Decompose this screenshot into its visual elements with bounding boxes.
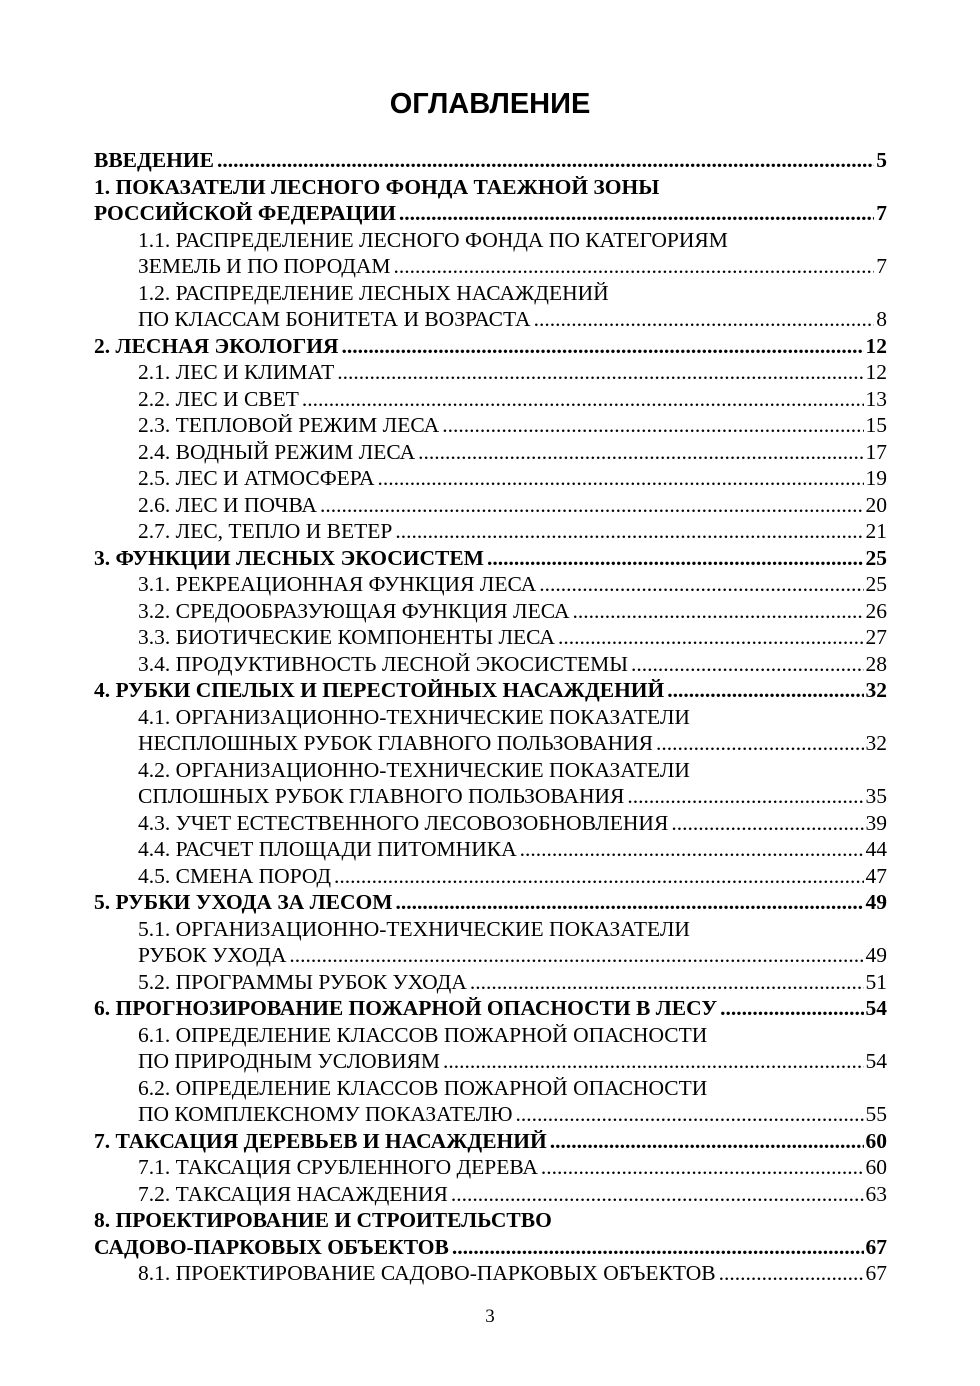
toc-subsection-entry[interactable] [94, 518, 887, 545]
toc-entry-title: 5.1. ОРГАНИЗАЦИОННО-ТЕХНИЧЕСКИЕ ПОКАЗАТЕЛИ [138, 916, 690, 941]
toc-dot-leader [470, 969, 864, 996]
toc-dot-leader [320, 492, 864, 519]
toc-entry-title: 3.3. БИОТИЧЕСКИЕ КОМПОНЕНТЫ ЛЕСА [138, 625, 555, 649]
toc-subsection-entry[interactable] [94, 624, 887, 651]
toc-entry-line [94, 200, 887, 227]
toc-entry-line [94, 174, 887, 201]
toc-entry-line [94, 465, 887, 492]
toc-subsection-entry[interactable] [94, 465, 887, 492]
toc-subsection-entry[interactable] [94, 757, 887, 810]
toc-page-number: 67 [865, 1261, 887, 1285]
toc-entry-title: 2.2. ЛЕС И СВЕТ [138, 386, 299, 411]
toc-entry-title: 2.4. ВОДНЫЙ РЕЖИМ ЛЕСА [138, 439, 416, 464]
toc-entry-line [94, 995, 887, 1022]
toc-entry-title: 6.1. ОПРЕДЕЛЕНИЕ КЛАССОВ ПОЖАРНОЙ ОПАСНОСТИ [138, 1022, 708, 1047]
toc-entry-title: 7.1. ТАКСАЦИЯ СРУБЛЕННОГО ДЕРЕВА [138, 1155, 538, 1179]
toc-entry-line [94, 147, 887, 174]
toc-page-number: 44 [865, 837, 887, 861]
toc-entry-line [94, 783, 887, 810]
toc-dot-leader [396, 889, 864, 916]
toc-entry-line [94, 1181, 887, 1208]
toc-entry-line [94, 439, 887, 466]
toc-dot-leader [487, 545, 864, 572]
toc-entry-line [94, 1234, 887, 1261]
toc-entry-line [94, 306, 887, 333]
toc-entry-title: 2.5. ЛЕС И АТМОСФЕРА [138, 466, 375, 490]
toc-entry-title: ВВЕДЕНИЕ [94, 148, 214, 172]
toc-entry-line [94, 412, 887, 439]
toc-dot-leader [395, 518, 863, 545]
toc-dot-leader [452, 1234, 864, 1261]
toc-subsection-entry[interactable] [94, 1154, 887, 1181]
toc-entry-title: 8. ПРОЕКТИРОВАНИЕ И СТРОИТЕЛЬСТВО [94, 1208, 552, 1232]
toc-page-number: 13 [865, 386, 887, 411]
toc-entry-title: 4.3. УЧЕТ ЕСТЕСТВЕННОГО ЛЕСОВОЗОБНОВЛЕНИЯ [138, 810, 669, 835]
toc-dot-leader [443, 1048, 863, 1075]
toc-subsection-entry[interactable] [94, 439, 887, 466]
toc-section-entry[interactable] [94, 889, 887, 916]
toc-entry-title: 1.1. РАСПРЕДЕЛЕНИЕ ЛЕСНОГО ФОНДА ПО КАТЕГОРИЯМ [138, 227, 728, 252]
toc-entry-title: ПО КЛАССАМ БОНИТЕТА И ВОЗРАСТА [138, 307, 531, 331]
page-title: ОГЛАВЛЕНИЕ [389, 88, 591, 120]
toc-entry-line [94, 810, 887, 837]
toc-entry-line [94, 624, 887, 651]
toc-entry-line [94, 1260, 887, 1287]
toc-entry-title: 2. ЛЕСНАЯ ЭКОЛОГИЯ [94, 333, 339, 358]
toc-dot-leader [442, 412, 863, 439]
toc-entry-title: САДОВО-ПАРКОВЫХ ОБЪЕКТОВ [94, 1234, 449, 1259]
toc-dot-leader [302, 386, 864, 413]
toc-section-entry[interactable] [94, 545, 887, 572]
toc-entry-line [94, 386, 887, 413]
toc-subsection-entry[interactable] [94, 969, 887, 996]
toc-page-number: 7 [876, 254, 887, 278]
toc-entry-line [94, 1154, 887, 1181]
toc-entry-title: НЕСПЛОШНЫХ РУБОК ГЛАВНОГО ПОЛЬЗОВАНИЯ [138, 731, 653, 755]
toc-entry-title: РОССИЙСКОЙ ФЕДЕРАЦИИ [94, 201, 396, 225]
toc-subsection-entry[interactable] [94, 1075, 887, 1128]
toc-dot-leader [671, 810, 863, 837]
toc-entry-title: 5. РУБКИ УХОДА ЗА ЛЕСОМ [94, 890, 393, 914]
toc-entry-title: 7.2. ТАКСАЦИЯ НАСАЖДЕНИЯ [138, 1181, 448, 1206]
toc-entry-title: 3.1. РЕКРЕАЦИОННАЯ ФУНКЦИЯ ЛЕСА [138, 572, 537, 596]
toc-subsection-entry[interactable] [94, 227, 887, 280]
toc-entry-line [94, 227, 887, 254]
toc-entry-title: 1.2. РАСПРЕДЕЛЕНИЕ ЛЕСНЫХ НАСАЖДЕНИЙ [138, 280, 609, 305]
toc-entry-line [94, 942, 887, 969]
toc-entry-title: СПЛОШНЫХ РУБОК ГЛАВНОГО ПОЛЬЗОВАНИЯ [138, 784, 625, 808]
toc-entry-line [94, 889, 887, 916]
toc-entry-line [94, 969, 887, 996]
toc-entry-title: ПО ПРИРОДНЫМ УСЛОВИЯМ [138, 1049, 441, 1073]
toc-entry-title: 6. ПРОГНОЗИРОВАНИЕ ПОЖАРНОЙ ОПАСНОСТИ В ЛЕСУ [94, 996, 718, 1020]
toc-entry-line [94, 280, 887, 307]
toc-dot-leader [378, 465, 864, 492]
toc-dot-leader [667, 677, 863, 704]
toc-entry-title: 2.6. ЛЕС И ПОЧВА [138, 492, 317, 517]
toc-entry-title: 3.2. СРЕДООБРАЗУЮЩАЯ ФУНКЦИЯ ЛЕСА [138, 598, 570, 623]
toc-entry-line [94, 1207, 887, 1234]
toc-page-number: 20 [865, 492, 887, 517]
toc-subsection-entry[interactable] [94, 280, 887, 333]
toc-entry-line [94, 518, 887, 545]
toc-page-number: 51 [865, 969, 887, 994]
toc-subsection-entry[interactable] [94, 916, 887, 969]
toc-entry-title: 2.3. ТЕПЛОВОЙ РЕЖИМ ЛЕСА [138, 413, 440, 437]
toc-entry-line [94, 1101, 887, 1128]
toc-entry-line [94, 704, 887, 731]
toc-subsection-entry[interactable] [94, 571, 887, 598]
toc-subsection-entry[interactable] [94, 492, 887, 519]
toc-page-number: 54 [865, 1049, 887, 1073]
toc-dot-leader [534, 306, 875, 333]
toc-section-entry[interactable] [94, 995, 887, 1022]
toc-entry-line [94, 651, 887, 678]
toc-dot-leader [627, 783, 863, 810]
toc-subsection-entry[interactable] [94, 704, 887, 757]
toc-page-number: 60 [865, 1155, 887, 1179]
toc-entry-line [94, 757, 887, 784]
toc-entry-title: 4.4. РАСЧЕТ ПЛОЩАДИ ПИТОМНИКА [138, 837, 517, 861]
toc-page-number: 49 [865, 890, 887, 914]
toc-entry-title: 4.5. СМЕНА ПОРОД [138, 863, 332, 888]
toc-page-number: 17 [865, 439, 887, 464]
toc-entry-line [94, 359, 887, 386]
table-of-contents [94, 147, 887, 1287]
toc-page-number: 5 [876, 148, 887, 172]
toc-entry-line [94, 1075, 887, 1102]
toc-page-number: 19 [865, 466, 887, 490]
toc-entry-line [94, 916, 887, 943]
toc-entry-line [94, 492, 887, 519]
toc-subsection-entry[interactable] [94, 810, 887, 837]
toc-dot-leader [573, 598, 864, 625]
toc-page-number: 35 [865, 784, 887, 808]
toc-dot-leader [394, 253, 875, 280]
toc-page-number: 60 [865, 1128, 887, 1153]
toc-page-number: 67 [865, 1234, 887, 1259]
toc-entry-title: 3.4. ПРОДУКТИВНОСТЬ ЛЕСНОЙ ЭКОСИСТЕМЫ [138, 651, 628, 676]
toc-dot-leader [631, 651, 864, 678]
toc-entry-line [94, 253, 887, 280]
toc-dot-leader [719, 1260, 864, 1287]
toc-section-entry[interactable] [94, 1128, 887, 1155]
toc-dot-leader [541, 1154, 864, 1181]
toc-entry-title: 7. ТАКСАЦИЯ ДЕРЕВЬЕВ И НАСАЖДЕНИЙ [94, 1128, 547, 1153]
toc-entry-line [94, 598, 887, 625]
toc-entry-title: 6.2. ОПРЕДЕЛЕНИЕ КЛАССОВ ПОЖАРНОЙ ОПАСНОСТИ [138, 1075, 708, 1100]
toc-page-number: 25 [865, 545, 887, 570]
toc-subsection-entry[interactable] [94, 1260, 887, 1287]
toc-dot-leader [520, 836, 864, 863]
toc-subsection-entry[interactable] [94, 1181, 887, 1208]
toc-entry-title: ПО КОМПЛЕКСНОМУ ПОКАЗАТЕЛЮ [138, 1102, 513, 1126]
toc-entry-title: 5.2. ПРОГРАММЫ РУБОК УХОДА [138, 969, 467, 994]
toc-entry-title: 2.7. ЛЕС, ТЕПЛО И ВЕТЕР [138, 519, 393, 543]
toc-entry-title: РУБОК УХОДА [138, 943, 287, 967]
toc-dot-leader [342, 333, 864, 360]
toc-entry-line [94, 333, 887, 360]
toc-entry-line [94, 1128, 887, 1155]
toc-dot-leader [550, 1128, 864, 1155]
toc-dot-leader [516, 1101, 864, 1128]
toc-page-number: 63 [865, 1181, 887, 1206]
toc-page-number: 54 [865, 996, 887, 1020]
toc-subsection-entry[interactable] [94, 598, 887, 625]
toc-section-entry[interactable] [94, 333, 887, 360]
toc-dot-leader [558, 624, 864, 651]
toc-section-entry[interactable] [94, 677, 887, 704]
toc-page-number: 25 [865, 572, 887, 596]
toc-page-number: 27 [865, 625, 887, 649]
toc-section-entry[interactable] [94, 174, 887, 227]
toc-section-entry[interactable] [94, 1207, 887, 1260]
toc-entry-title: 4.2. ОРГАНИЗАЦИОННО-ТЕХНИЧЕСКИЕ ПОКАЗАТЕЛИ [138, 757, 690, 782]
toc-entry-title: 4.1. ОРГАНИЗАЦИОННО-ТЕХНИЧЕСКИЕ ПОКАЗАТЕЛИ [138, 704, 690, 729]
toc-page-number: 28 [865, 651, 887, 676]
toc-dot-leader [451, 1181, 864, 1208]
toc-entry-line [94, 1022, 887, 1049]
toc-page-number: 26 [865, 598, 887, 623]
toc-subsection-entry[interactable] [94, 359, 887, 386]
toc-entry-line [94, 545, 887, 572]
toc-entry-title: 3. ФУНКЦИИ ЛЕСНЫХ ЭКОСИСТЕМ [94, 545, 484, 570]
toc-entry-line [94, 677, 887, 704]
toc-dot-leader [337, 359, 863, 386]
toc-page-number: 49 [865, 943, 887, 967]
toc-entry-line [94, 863, 887, 890]
toc-page-number: 12 [865, 333, 887, 358]
toc-section-entry[interactable] [94, 147, 887, 174]
toc-subsection-entry[interactable] [94, 836, 887, 863]
toc-dot-leader [399, 200, 874, 227]
toc-page-number: 47 [865, 863, 887, 888]
toc-dot-leader [418, 439, 863, 466]
toc-entry-line [94, 571, 887, 598]
toc-entry-title: 1. ПОКАЗАТЕЛИ ЛЕСНОГО ФОНДА ТАЕЖНОЙ ЗОНЫ [94, 174, 660, 199]
toc-page-number: 12 [865, 360, 887, 384]
toc-dot-leader [289, 942, 863, 969]
toc-dot-leader [334, 863, 863, 890]
toc-subsection-entry[interactable] [94, 1022, 887, 1075]
toc-page-number: 55 [865, 1102, 887, 1126]
toc-entry-line [94, 836, 887, 863]
toc-page-number: 21 [865, 519, 887, 543]
toc-entry-title: 4. РУБКИ СПЕЛЫХ И ПЕРЕСТОЙНЫХ НАСАЖДЕНИЙ [94, 678, 665, 702]
page-number: 3 [485, 1306, 495, 1327]
toc-entry-title: 8.1. ПРОЕКТИРОВАНИЕ САДОВО-ПАРКОВЫХ ОБЪЕКТОВ [138, 1261, 716, 1285]
toc-page-number: 7 [876, 201, 887, 225]
toc-entry-line [94, 730, 887, 757]
toc-subsection-entry[interactable] [94, 412, 887, 439]
toc-dot-leader [217, 147, 874, 174]
toc-dot-leader [720, 995, 863, 1022]
toc-page-number: 32 [865, 678, 887, 702]
toc-subsection-entry[interactable] [94, 386, 887, 413]
toc-page-number: 39 [865, 810, 887, 835]
toc-subsection-entry[interactable] [94, 651, 887, 678]
toc-entry-title: 2.1. ЛЕС И КЛИМАТ [138, 360, 335, 384]
toc-entry-line [94, 1048, 887, 1075]
toc-dot-leader [656, 730, 864, 757]
toc-dot-leader [539, 571, 863, 598]
toc-page-number: 32 [865, 731, 887, 755]
toc-page-number: 15 [865, 413, 887, 437]
toc-subsection-entry[interactable] [94, 863, 887, 890]
toc-entry-title: ЗЕМЕЛЬ И ПО ПОРОДАМ [138, 254, 391, 278]
toc-page-number: 8 [876, 307, 887, 331]
